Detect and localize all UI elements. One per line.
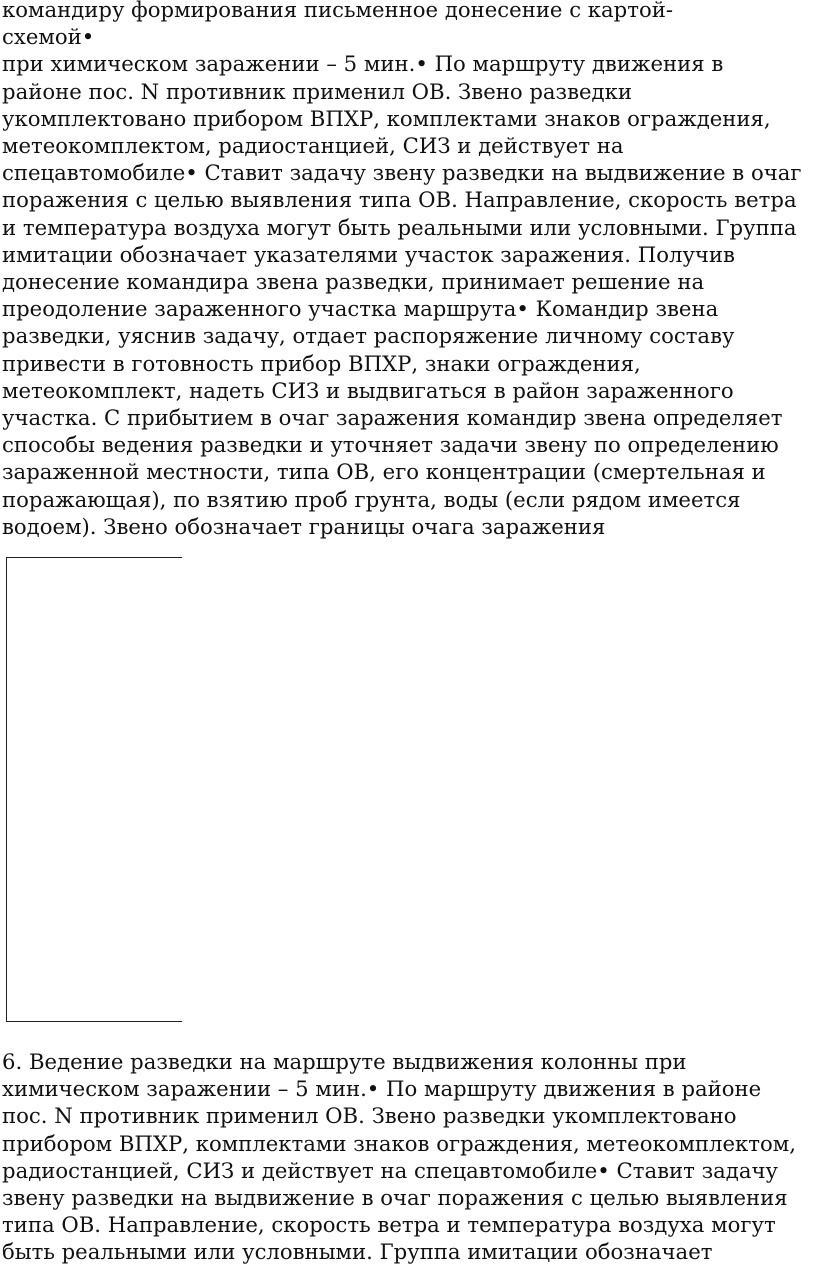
text-line: и температура воздуха могут быть реальными или условными. Группа [2,214,797,240]
text-line: 6. Ведение разведки на маршруте выдвижения колонны при [2,1049,687,1074]
text-line: донесение командира звена разведки, принимает решение на [2,269,705,295]
text-line: поражения с целью выявления типа ОВ. Направление, скорость ветра [2,187,797,213]
text-line: командиру формирования письменное донесение с картой- [2,0,674,22]
text-line: преодоление зараженного участка маршрута• Командир звена [2,296,719,322]
top-paragraph [2,0,814,540]
text-line: зараженной местности, типа ОВ, его концентрации (смертельная и [2,459,766,485]
text-line: имитации обозначает указателями участок заражения. Получив [2,241,735,267]
text-line: прибором ВПХР, комплектами знаков ограждения, метеокомплектом, [2,1130,796,1156]
text-line: метеокомплект, надеть СИЗ и выдвигаться в район зараженного [2,377,734,403]
text-line: разведки, уяснив задачу, отдает распоряжение личному составу [2,323,735,349]
text-line: схемой• [2,24,95,50]
bottom-paragraph [2,1048,814,1266]
text-line: при химическом заражении – 5 мин.• По маршруту движения в [2,51,724,77]
text-line: быть реальными или условными. Группа имитации обозначает [2,1239,713,1265]
text-line: типа ОВ. Направление, скорость ветра и температура воздуха могут [2,1212,776,1238]
text-line: привести в готовность прибор ВПХР, знаки ограждения, [2,350,641,376]
text-line: пос. N противник применил ОВ. Звено разведки укомплектовано [2,1103,737,1129]
text-line: поражающая), по взятию проб грунта, воды (если рядом имеется [2,486,741,512]
text-line: спецавтомобиле• Ставит задачу звену разведки на выдвижение в очаг [2,160,802,186]
text-line: районе пос. N противник применил ОВ. Звено разведки [2,78,632,104]
text-line: водоем). Звено обозначает границы очага заражения [2,513,606,539]
map-scheme-placeholder [6,557,182,1022]
text-line: способы ведения разведки и уточняет задачи звену по определению [2,432,779,458]
text-line: укомплектовано прибором ВПХР, комплектами знаков ограждения, [2,105,771,131]
text-line: химическом заражении – 5 мин.• По маршруту движения в районе [2,1076,762,1102]
text-line: участка. С прибытием в очаг заражения командир звена определяет [2,405,783,431]
text-line: звену разведки на выдвижение в очаг поражения с целью выявления [2,1185,788,1211]
text-line: метеокомплектом, радиостанцией, СИЗ и действует на [2,133,624,159]
text-line: радиостанцией, СИЗ и действует на спецавтомобиле• Ставит задачу [2,1157,778,1183]
